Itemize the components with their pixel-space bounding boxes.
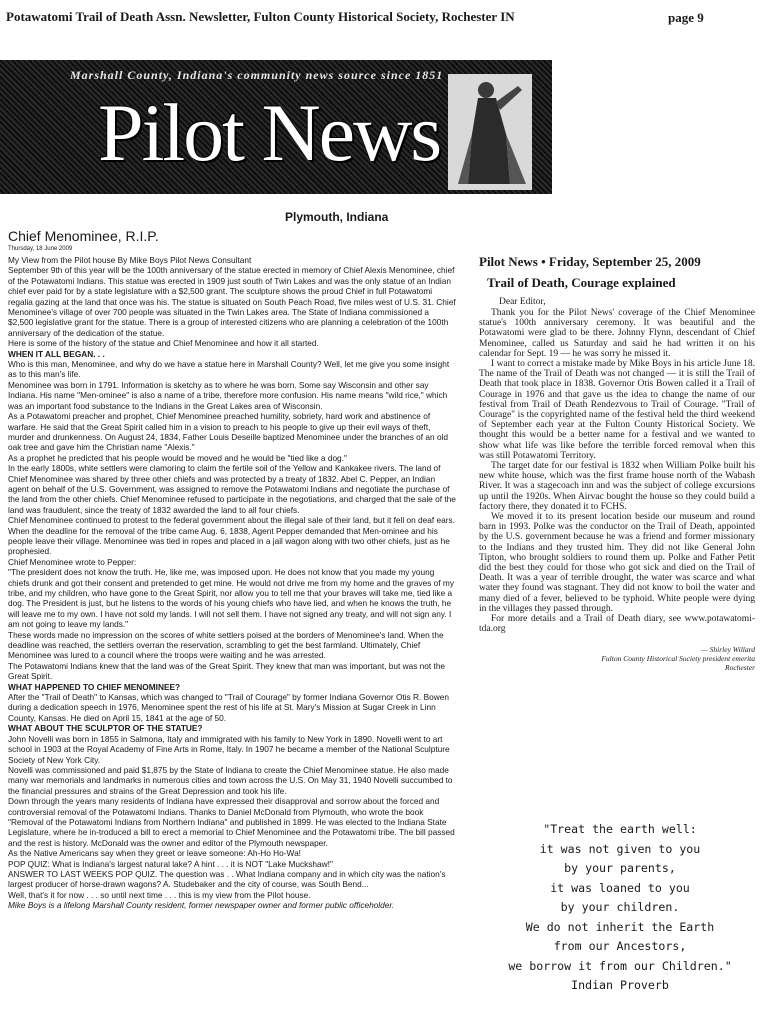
signature-title: Fulton County Historical Society president emerita xyxy=(601,653,755,663)
bullet-icon: • xyxy=(541,254,549,269)
article-paragraph: Chief Menominee continued to protest to the federal government about the illegal sale of their land, but it fell on deaf ears. When the deadline for the removal of the tribe came Aug. 6, 1838, Agent Pepper demanded that Men-ominee and his people leave their village. Menominee was tied in ropes and placed in a jail wagon along with two other chiefs, just as he prophesied. xyxy=(8,515,455,557)
statue-icon xyxy=(448,74,532,190)
article-paragraph: Well, that's it for now . . . so until next time . . . this is my view from the Pilot house. xyxy=(8,889,311,900)
letter-paper-header xyxy=(479,254,755,270)
proverb-line: it was not given to you xyxy=(539,841,701,856)
letter-salutation: Dear Editor, xyxy=(499,297,546,307)
masthead-title: Pilot News xyxy=(98,87,441,178)
article-paragraph: September 9th of this year will be the 100th anniversary of the statue erected in memory of Chief Alexis Menominee, chief of the Potawatomi Indians. This statue was erected in 1909 just south of Twin Lakes and was the only statue of an Indian chief ever paid for by a state legislature with a $2,500 grant. The sculpture shows the proud Chief in full Potawatomi regalia gazing at the land that once was his. The statue is situated on South Peach Road, five miles west of U.S. 31. Chief Menominee's village of over 700 people was situated in the Twin Lakes area. The State of Indiana commissioned a $2,500 legislative grant for the statue. There is a group of interested citizens who are planning a celebration of the 100th anniversary of the dedication of the statue. xyxy=(8,265,456,338)
article-paragraph: John Novelli was born in 1855 in Salmona, Italy and immigrated with his family to New York in 1890. Novelli went to art school in 1903 at the Royal Academy of Fine Arts in Rome, Italy. In 1907 he became a member of the National Sculpture Society of New York City. xyxy=(8,733,450,765)
proverb-line: We do not inherit the Earth xyxy=(525,919,715,934)
letter-paper-name: Pilot News xyxy=(479,254,538,269)
proverb-line: it was loaned to you xyxy=(550,880,690,895)
letter-body xyxy=(479,308,755,635)
article-paragraph: WHEN IT ALL BEGAN. . . xyxy=(8,348,105,359)
letter-paragraph: Thank you for the Pilot News' coverage of the Chief Menominee statue's 100th anniversary ceremony. It was beautiful and the Potawatomi were glad to be there. Johnny Flynn, descendant of Chief Menominee, called us Saturday and said he had written it on his calendar for Sept. 19 — he was sorry he missed it. xyxy=(479,308,755,359)
article-paragraph: As the Native Americans say when they greet or leave someone: Ah-Ho Ho-Wa! xyxy=(8,848,301,859)
proverb-line: "Treat the earth well: xyxy=(543,822,697,836)
article-body xyxy=(8,255,456,911)
article-paragraph: Mike Boys is a lifelong Marshall County resident, former newspaper owner and former public officeholder. xyxy=(8,900,395,911)
article-paragraph: Novelli was commissioned and paid $1,875 by the State of Indiana to create the Chief Menominee statue. He also made many war memorials and landmarks in numerous cities and town across the U.S. On May 31, 1940 Novelli succumbed to the financial pressures and strains of the Great Depression and took his life. xyxy=(8,764,453,796)
article-column xyxy=(8,228,456,911)
letter-signature xyxy=(479,645,755,672)
article-title: Chief Menominee, R.I.P. xyxy=(8,228,159,244)
article-paragraph: The Potawatomi Indians knew that the land was of the Great Spirit. They knew that man was important, but was not the Great Spirit. xyxy=(8,660,446,682)
letter-paper-date: Friday, September 25, 2009 xyxy=(548,254,701,269)
article-date: Thursday, 18 June 2009 xyxy=(8,246,73,252)
letter-paragraph: The target date for our festival is 1832 when William Polke built his new white house, which was the first frame house north of the Wabash River. It was a stagecoach inn and was the subject of college excursions up until the 1920s. When Airvac bought the house so they could build a factory there, they donated it to FCHS. xyxy=(479,461,755,512)
article-paragraph: "The president does not know the truth. He, like me, was imposed upon. He does not know that you made my young chiefs drunk and got their consent and pretended to get mine. He would not drive me from my home and the graves of my tribe, and my children, who have gone to the Great Spirit, nor allow you to tell me that your braves will take me, tied like a dog. The President is just, but he listens to the words of his young chiefs who have lied, and when he knows the truth, he will leave me to my own. I have not sold my lands. I will not sell them. I have not signed any treaty, and will not sign any. I am not going to leave my lands." xyxy=(8,567,454,630)
letter-paragraph: I want to correct a mistake made by Mike Boys in his article June 18. The name of the Trail of Death was not changed — it is still the Trail of Death that took place in 1838. Governor Otis Bowen called it a Trail of Courage in 1976 and that gave us the idea to change the name of our festival from Trail of Death Rendezvous to Trail of Courage. "Trail of Courage" is the copyrighted name of the festival held the third weekend of September each year at the Fulton County Historical Society. We thought this would be a better name for a festival and we wanted to show what life was like before the terrible forced removal when this was still Potawatomi Territory. xyxy=(479,359,755,461)
proverb-line: from our Ancestors, xyxy=(553,939,687,953)
article-paragraph: As a prophet he predicted that his people would be moved and he would be "tied like a dog." xyxy=(8,452,347,463)
article-paragraph: Menominee was born in 1791. Information is sketchy as to where he was born. Some say Wisconsin and other say Indiana. His name "Men-ominee" is also a name of a tribe, therefore more confusion. His name means "wild rice," which was an important food substance to the Indians in the Great Lakes area of Wisconsin. xyxy=(8,379,448,411)
letter-column xyxy=(479,254,755,672)
article-paragraph: Down through the years many residents of Indiana have expressed their disapproval and sorrow about the forced and controversial removal of the Potawatomi Indians. Thanks to Daniel McDonald from Plymouth, who wrote the book "Removal of the Potawatomi Indians from Northern Indiana" and published in 1899. He was elected to the Indiana State Legislature, where he in-troduced a bill to erect a memorial to Chief Menominee and the Potawatomi tribe. The bill passed and the rest is history. McDonald was the owner and editor of the Plymouth newspaper. xyxy=(8,796,455,848)
masthead xyxy=(0,60,552,194)
article-paragraph: WHAT HAPPENED TO CHIEF MENOMINEE? xyxy=(8,681,181,692)
proverb-line: Indian Proverb xyxy=(571,978,669,992)
letter-paragraph: We moved it to its present location beside our museum and round barn in 1993. Polke was the conductor on the Trail of Death, appointed by the U.S. government because he was a friend and former missionary to the Indians and they trusted him. They did not like General John Tipton, who brought soldiers to round them up. Polke and Father Petit did the best they could for those who got sick and died on the Trail of Death. It was a year of terrible drought, the water was scarce and what water they found was stagnant. They did not know to boil the water and many died of a fever, believed to be typhoid. White people were dying in the villages they passed through. xyxy=(479,512,755,614)
article-paragraph: After the "Trail of Death" to Kansas, which was changed to "Trail of Courage" by former Indiana Governor Otis R. Bowen during a dedication speech in 1976, Menominee spent the rest of his life at St. Mary's Mission at Sugar Creek in Linn County, Kansas. He died on April 15, 1841 at the age of 50. xyxy=(8,692,449,723)
article-paragraph: POP QUIZ: What is Indiana's largest natural lake? A hint . . . it is NOT "Lake Muckshaw!" xyxy=(8,858,333,869)
signature-name: — Shirley Willard xyxy=(701,644,755,654)
article-paragraph: These words made no impression on the scores of white settlers poised at the borders of Menominee's land. When the deadline was reached, the settlers overran the reservation, scrambling to get the best farmland. Ultimately, Chief Menominee was lured to a council where the troops were waiting and he was arrested. xyxy=(8,629,444,661)
proverb-quote xyxy=(470,820,760,996)
letter-paragraph: For more details and a Trail of Death diary, see www.potawatomi-tda.org xyxy=(479,614,755,635)
article-paragraph: My View from the Pilot house By Mike Boys Pilot News Consultant xyxy=(8,255,252,265)
article-paragraph: WHAT ABOUT THE SCULPTOR OF THE STATUE? xyxy=(8,723,203,734)
letter-title: Trail of Death, Courage explained xyxy=(487,275,676,290)
masthead-city: Plymouth, Indiana xyxy=(285,210,389,224)
signature-city: Rochester xyxy=(725,662,755,672)
newsletter-header: Potawatomi Trail of Death Assn. Newsletter, Fulton County Historical Society, Rochester IN xyxy=(6,9,515,24)
article-paragraph: As a Potawatomi preacher and prophet, Chief Menominee preached humility, sobriety, hard work and abstinence of warfare. He said that the Great Spirit called him in a vision to preach to his people to give up their evil ways of theft, murder and drunkenness. On August 24, 1834, Father Louis Deseille baptized Menominee under the branches of an old oak tree and gave him the Christian name "Alexis." xyxy=(8,411,449,453)
masthead-tagline: Marshall County, Indiana's community news source since 1851 xyxy=(70,68,444,82)
proverb-line: by your parents, xyxy=(564,861,676,875)
article-paragraph: In the early 1800s, white settlers were clamoring to claim the fertile soil of the Yellow and Kankakee rivers. The land of Chief Menominee was shared by three other chiefs and was protected by a treaty of 1832. Abel C. Pepper, an Indian agent on behalf of the U.S. Government, was assigned to remove the Potawatomi Indians and negotiate the purchase of the land from the other chiefs. Chief Menominee refused to participate in the negotiations, and charged that the sale of the land was fraudulent, since the treaty of 1832 awarded the land to all four chiefs. xyxy=(8,463,456,515)
proverb-line: we borrow it from our Children." xyxy=(508,958,732,973)
article-paragraph: Chief Menominee wrote to Pepper: xyxy=(8,556,137,567)
article-paragraph: Here is some of the history of the statue and Chief Menominee and how it all started. xyxy=(8,338,319,349)
article-paragraph: Who is this man, Menominee, and why do we have a statue here in Marshall County? Well, let me give you some insight as to this man's life. xyxy=(8,359,450,380)
page-number: page 9 xyxy=(668,10,704,25)
proverb-line: by your children. xyxy=(560,900,680,914)
article-paragraph: ANSWER TO LAST WEEKS POP QUIZ. The question was . . What Indiana company and in which city was the nation's largest producer of horse-drawn wagons? A. Studebaker and the city of course, was South Bend... xyxy=(8,868,446,890)
